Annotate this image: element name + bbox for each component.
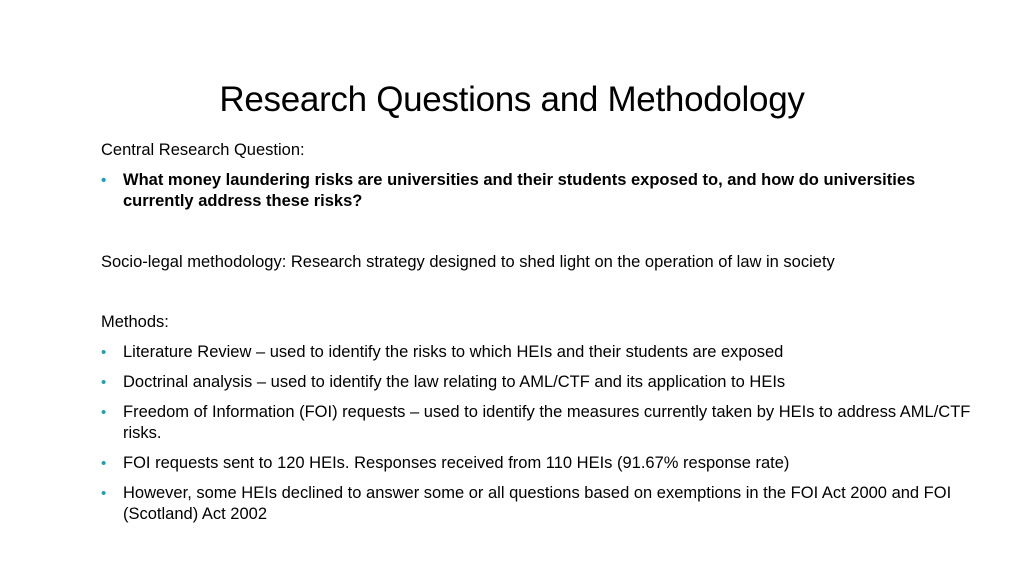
bullet-icon: •: [101, 485, 107, 502]
methods-item-text: Literature Review – used to identify the risks to which HEIs and their students are exposed: [123, 343, 784, 361]
socio-legal-methodology: Socio-legal methodology: Research strategy designed to shed light on the operation of law in society: [101, 253, 835, 271]
bullet-icon: •: [101, 404, 107, 421]
central-question-bullet: [101, 170, 981, 212]
bullet-icon: •: [101, 374, 107, 391]
methods-item: [101, 453, 981, 474]
methods-item: [101, 342, 981, 363]
methods-item-text: However, some HEIs declined to answer some or all questions based on exemptions in the FOI Act 2000 and FOI (Scotland) Act 2002: [123, 484, 952, 523]
bullet-icon: •: [101, 172, 107, 189]
central-question-heading: Central Research Question:: [101, 141, 305, 159]
methods-item-text: Freedom of Information (FOI) requests – used to identify the measures currently taken by HEIs to address AML/CTF risks.: [123, 403, 971, 442]
bullet-icon: •: [101, 344, 107, 361]
methods-item: [101, 402, 981, 444]
slide-body: [101, 140, 981, 525]
methods-item: [101, 372, 981, 393]
methods-item: [101, 483, 981, 525]
bullet-icon: •: [101, 455, 107, 472]
methods-item-text: Doctrinal analysis – used to identify the law relating to AML/CTF and its application to HEIs: [123, 373, 786, 391]
methods-heading: Methods:: [101, 313, 169, 331]
central-question-text: What money laundering risks are universities and their students exposed to, and how do universities currently address these risks?: [123, 171, 916, 210]
methods-item-text: FOI requests sent to 120 HEIs. Responses received from 110 HEIs (91.67% response rate): [123, 454, 790, 472]
slide-title: Research Questions and Methodology: [219, 80, 805, 119]
